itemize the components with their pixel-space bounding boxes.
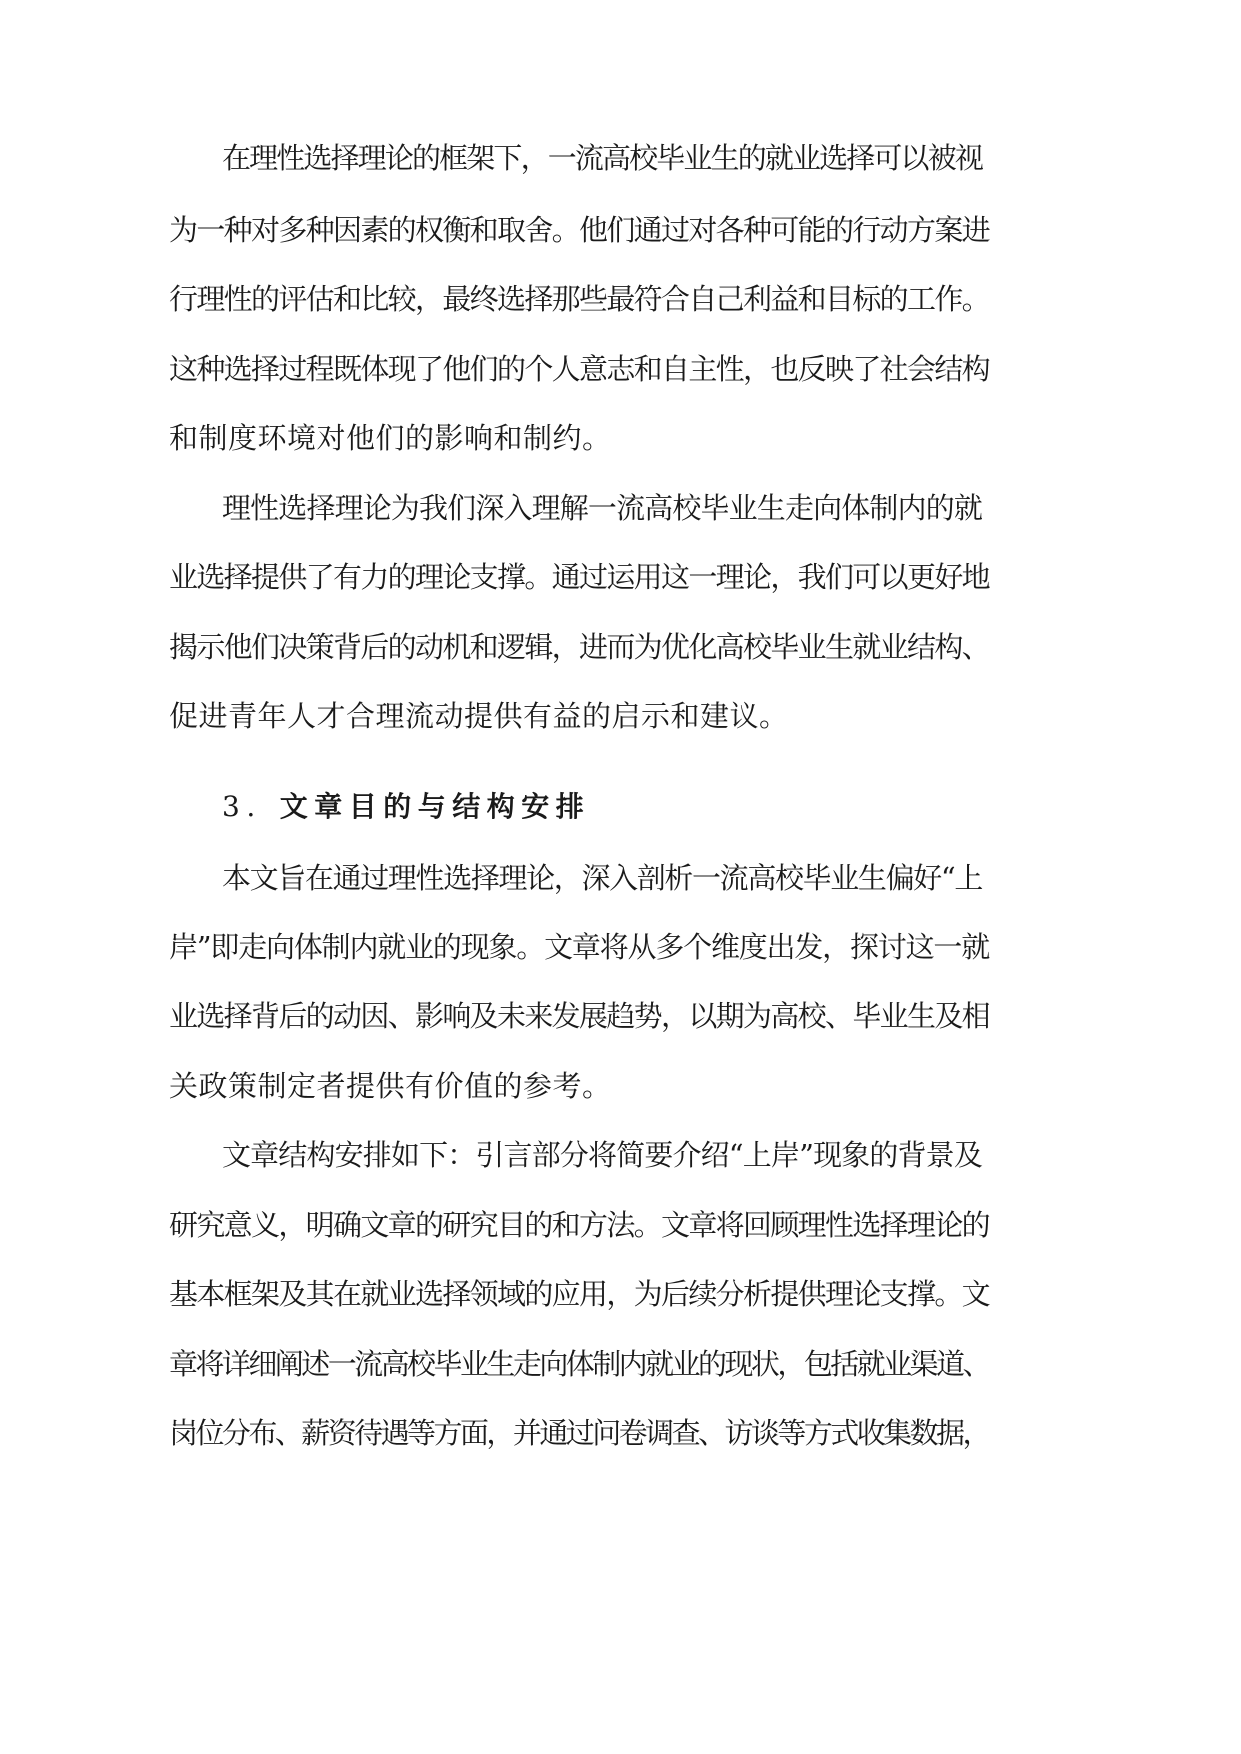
paragraph-4-line-2: 研究意义，明确文章的研究目的和方法。文章将回顾理性选择理论的 — [169, 1208, 989, 1242]
paragraph-3-line-1: 本文旨在通过理性选择理论，深入剖析一流高校毕业生偏好“上 — [222, 861, 982, 895]
paragraph-1-line-1: 在理性选择理论的框架下，一流高校毕业生的就业选择可以被视 — [222, 141, 982, 175]
paragraph-4-line-5: 岗位分布、薪资待遇等方面，并通过问卷调查、访谈等方式收集数据， — [169, 1416, 989, 1450]
section-number: 3. — [222, 790, 262, 823]
paragraph-2-line-1: 理性选择理论为我们深入理解一流高校毕业生走向体制内的就 — [222, 491, 982, 525]
paragraph-3-line-3: 业选择背后的动因、影响及未来发展趋势，以期为高校、毕业生及相 — [169, 999, 989, 1033]
paragraph-4-line-4: 章将详细阐述一流高校毕业生走向体制内就业的现状，包括就业渠道、 — [169, 1347, 989, 1381]
paragraph-2-line-3: 揭示他们决策背后的动机和逻辑，进而为优化高校毕业生就业结构、 — [169, 630, 989, 664]
section-heading — [222, 787, 590, 827]
paragraph-3-line-4: 关政策制定者提供有价值的参考。 — [169, 1069, 612, 1103]
paragraph-1-line-3: 行理性的评估和比较，最终选择那些最符合自己利益和目标的工作。 — [169, 282, 989, 316]
paragraph-3-line-2: 岸”即走向体制内就业的现象。文章将从多个维度出发，探讨这一就 — [169, 930, 989, 964]
paragraph-2-line-2: 业选择提供了有力的理论支撑。通过运用这一理论，我们可以更好地 — [169, 560, 989, 594]
paragraph-1-line-4: 这种选择过程既体现了他们的个人意志和自主性，也反映了社会结构 — [169, 352, 989, 386]
paragraph-4-line-3: 基本框架及其在就业选择领域的应用，为后续分析提供理论支撑。文 — [169, 1277, 989, 1311]
paragraph-4-line-1: 文章结构安排如下：引言部分将简要介绍“上岸”现象的背景及 — [222, 1138, 982, 1172]
paragraph-2-line-4: 促进青年人才合理流动提供有益的启示和建议。 — [169, 699, 789, 733]
paragraph-1-line-2: 为一种对多种因素的权衡和取舍。他们通过对各种可能的行动方案进 — [169, 213, 989, 247]
section-title: 文章目的与结构安排 — [279, 790, 591, 823]
paragraph-1-line-5: 和制度环境对他们的影响和制约。 — [169, 421, 612, 455]
